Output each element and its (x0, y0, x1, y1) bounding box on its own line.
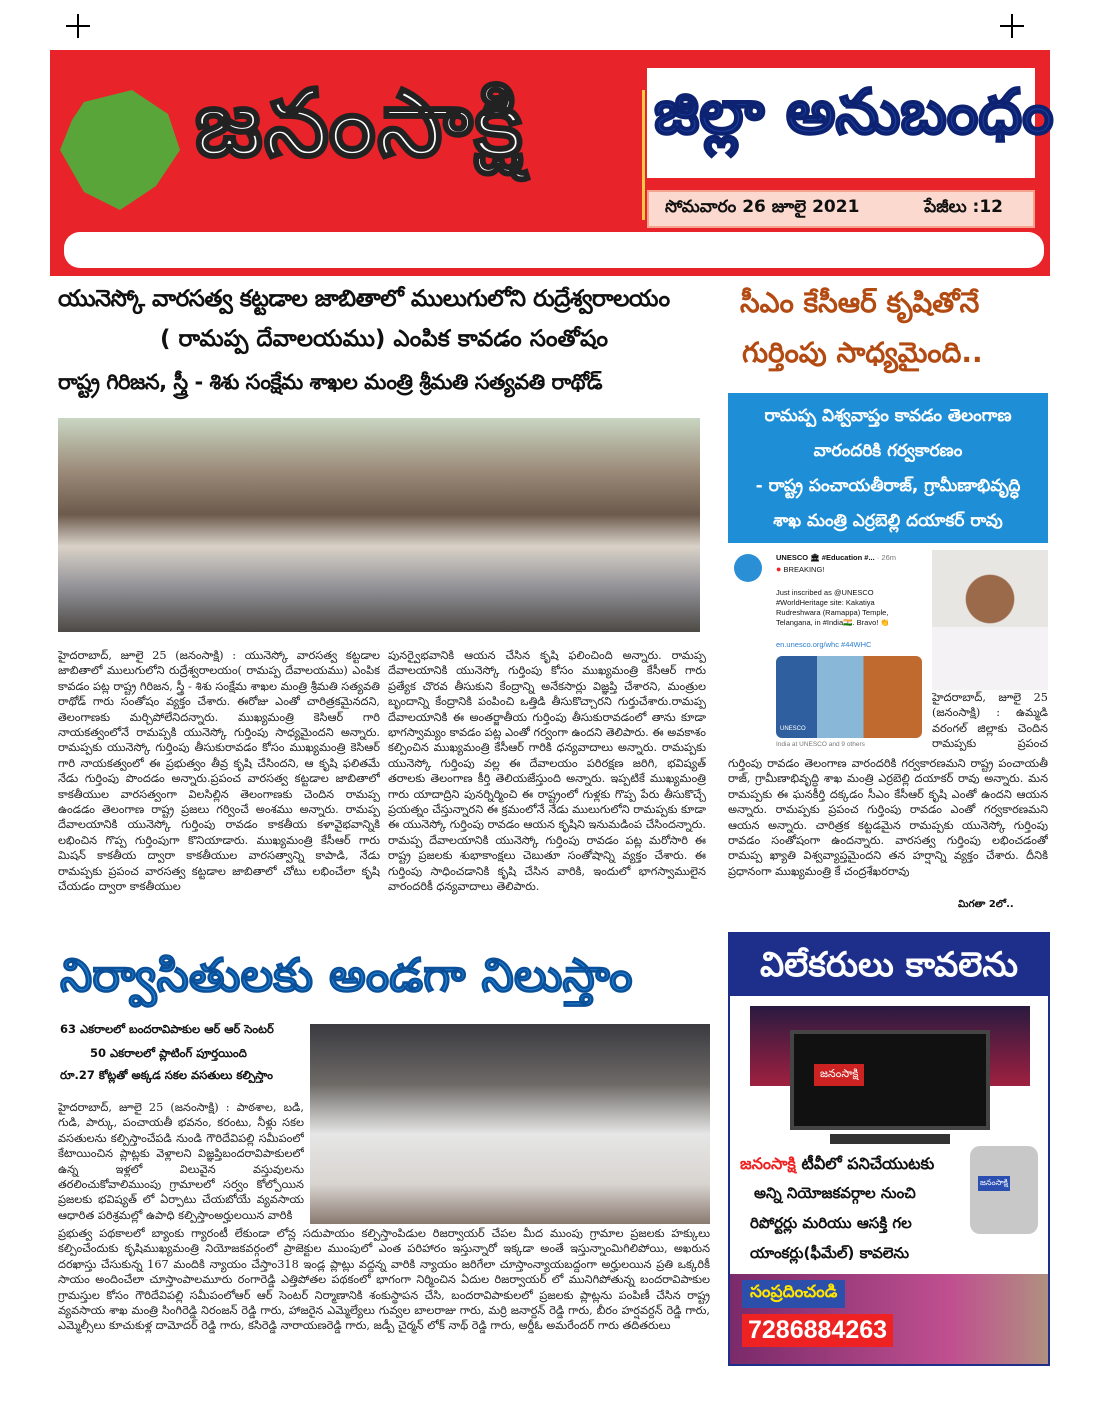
ministers-at-temple-photo (58, 418, 700, 632)
article-column: హైదరాబాద్, జూలై 25 (జనంసాక్షి) : యునెస్కో వారసత్వ కట్టడాల జాబితాలో ములుగులోని రుద్రేశ్వరాలయం( రామప్ప దేవాలయము) ఎంపిక కావడం పట్ల రాష్ట్ర గిరిజన, స్త్రీ - శిశు సంక్షేమ శాఖల మంత్రి శ్రీమతి సత్యవతి రాథోడ్ గారు సంతోషం వ్యక్తం చేశారు. ఈరోజు ఎంతో చారిత్రకమైనదని, తెలంగాణకు మర్చిపోలేనిదన్నారు. ముఖ్యమంత్రి కెసిఆర్ గారి నాయకత్వంలోనే రామప్పకి యునెస్కో గుర్తింపు సాధ్యమైందని అన్నారు. రామప్పకు యునెస్కో గుర్తింపు తీసుకురావడం కోసం ముఖ్యమంత్రి కెసిఆర్ గారి నాయకత్వంలో ఈ ప్రభుత్వం తీవ్ర కృషి చేసిందని, ఆ కృషి ఫలితమే నేడు గుర్తింపు పొందడం అన్నారు.ప్రపంచ వారసత్వ కట్టడాల జాబితాలో కాకతీయుల వారసత్వంగా విలసిల్లిన తెలంగాణకు చెందిన రామప్ప ఉండడం తెలంగాణ రాష్ట్ర ప్రజలు గర్వించే అంశము అన్నారు. రామప్ప దేవాలయానికి యునెస్కో గుర్తింపు రావడం కాకతీయ కళావైభవాన్నికి లభించిన గొప్ప గుర్తింపుగా కొనియాడారు. ముఖ్యమంత్రి కేసీఆర్ గారు మిషన్ కాకతీయ ద్వారా కాకతీయుల వారసత్వాన్ని కాపాడి, నేడు రామప్పకు ప్రపంచ వారసత్వ కట్టడాల జాబితాలో చోటు లభించేలా కృషి చేయడం ద్వారా కాకతీయుల (58, 649, 380, 894)
headline: యునెస్కో వారసత్వ కట్టడాల జాబితాలో ములుగులోని రుద్రేశ్వరాలయం (58, 286, 670, 312)
article-body: గుర్తింపు రావడం తెలంగాణ వారందరికి గర్వకారణమని రాష్ట్ర పంచాయతీ రాజ్, గ్రామీణాభివృద్ధి శాఖ మంత్రి ఎర్రబెల్లి దయాకర్ రావు అన్నారు. మన రామప్పకు ఈ ఘనకీర్తి దక్కడం సీఎం కేసీఆర్ కృషి ఎంతో ఉందని ఆయన అన్నారు. రామప్పకు ప్రపంచ గుర్తింపు రావడం ఎంతో గర్వకారణమని ఆయన అన్నారు. చారిత్రక కట్టడమైన రామప్పకు యునెస్కో గుర్తింపు రావడం సంతోషంగా ఉందన్నారు. వారసత్వ గుర్తింపు లభించడంతో రామప్ప ఖ్యాతి విశ్వవ్యాప్తమైందని తన హర్షాన్ని వ్యక్తం చేశారు. దీనికి ప్రధానంగా ముఖ్యమంత్రి కే చంద్రశేఖరరావు (728, 757, 1048, 878)
ad-brand: జనంసాక్షి (740, 1154, 796, 1173)
article-intro: హైదరాబాద్, జూలై 25 (జనంసాక్షి) : ఉమ్మడి వరంగల్ జిల్లాకు చెందిన రామప్పకు ప్రపంచ (932, 691, 1048, 751)
subheadline: రూ.27 కోట్లతో అక్కడ సకల వసతులు కల్పిస్తాం (60, 1068, 273, 1082)
tv-logo: జనంసాక్షి (814, 1064, 864, 1086)
microphone-icon (970, 1146, 1038, 1234)
quote-line: వారందరికి గర్వకారణం (813, 441, 963, 461)
tweet-link[interactable]: en.unesco.org/whc #44WHC (776, 640, 872, 649)
tv-icon (790, 1030, 990, 1130)
masthead (50, 50, 1054, 276)
contact-label: సంప్రదించండి (742, 1280, 845, 1308)
minister-portrait (932, 550, 1048, 690)
quote-line: రామప్ప విశ్వవాప్తం కావడం తెలంగాణ (764, 406, 1012, 426)
issue-date: సోమవారం 26 జూలై 2021 (665, 197, 860, 217)
crop-mark (1000, 14, 1024, 38)
subheadline: 50 ఎకరాలలో ప్లాటింగ్ పూర్తయింది (90, 1046, 247, 1060)
card-brand: UNESCO (780, 726, 806, 732)
unesco-avatar-icon (734, 554, 762, 582)
tweet-time: · 26m (876, 553, 896, 562)
ad-headline: విలేకరులు కావలెను (730, 934, 1048, 996)
headline: ( రామప్ప దేవాలయము) ఎంపిక కావడం సంతోషం (160, 326, 609, 352)
article-intro: హైదరాబాద్, జూలై 25 (జనంసాక్షి) : పాఠశాల, బడి, గుడి, పార్కు, పంచాయతీ భవనం, కరంటు, నీళ్లు సకల వసతులను కల్పిస్తాంచేపడి నుండి గౌరిదేవిపల్లి సమీపంలో కేటాయించిన ప్లాట్లకు వెళ్లాలని విజ్ఞప్తిబందరావిపాకులలో ఉన్న ఇళ్లలో విలువైన వస్తువులను తరలించుకోవాలిముంపు గ్రామాలలో సర్వం కోల్పోయిన ప్రజలకు భవిష్యత్ లో ఏర్పాటు చేయబోయే వ్యవసాయ ఆధారిత పరిశ్రమల్లో ఉపాధి కల్పిస్తాంఅర్హులయిన వారికి (58, 1101, 304, 1222)
unesco-tweet (730, 548, 926, 750)
masthead-band (64, 232, 1044, 268)
article-column: పునర్వైభవానికి ఆయన చేసిన కృషి ఫలించింది అన్నారు. రామప్ప దేవాలయానికి యునెస్కో గుర్తింపు కోసం ముఖ్యమంత్రి కేసీఆర్ గారు ప్రత్యేక చొరవ తీసుకుని కేంద్రాన్ని అనేకసార్లు విజ్ఞప్తి చేశారని, మంత్రుల బృందాన్ని కేంద్రానికి పంపించి ఒత్తిడి తీసుకొచ్చారని గుర్తుచేశారు.రామప్ప దేవాలయానికి ఈ అంతర్జాతీయ గుర్తింపు తీసుకురావడంలో తాను కూడా భాగస్వామ్యం కావడం పట్ల ఎంతో గర్వంగా ఉందని తెలిపారు. ఈ అవకాశం కల్పించిన ముఖ్యమంత్రి కేసీఆర్ గారికి ధన్యవాదాలు అన్నారు. రామప్పకు యునెస్కో గుర్తింపు వల్ల ఈ దేవాలయం పరిరక్షణ జరిగి, భవిష్యత్ తరాలకు తెలంగాణ కీర్తి తెలియజేస్తుంది అన్నారు. ఇప్పటికే ముఖ్యమంత్రి గారు యాదాద్రిని పునర్నిర్మించి ఈ రాష్ట్రంలో గుళ్లకు గొప్ప పేరు తీసుకొచ్చే ప్రయత్నం చేస్తున్నారని ఈ క్రమంలోనే నేడు ములుగులోని రామప్పకు కూడా ఈ యునెస్కో గుర్తింపు రావడం ఆయన కృషిని ఇనుమడింప చేసిందన్నారు. రామప్ప దేవాలయానికి యునెస్కో గుర్తింపు రావడం పట్ల మరోసారి ఈ రాష్ట్ర ప్రజలకు శుభాకాంక్షలు చెబుతూ సంతోషాన్ని వ్యక్తం చేశారు. ఈ గుర్తింపు సాధించడానికి కృషి చేసిన వారికి, ఇందులో భాగస్వాములైన వారందరికీ ధన్యవాదాలు తెలిపారు. (388, 649, 706, 894)
tweet-text: Just inscribed as @UNESCO #WorldHeritage site: Kakatiya Rudreshwara (Ramappa) Temple, Telangana, in #India🇮🇳. Bravo! 👏 (776, 588, 890, 627)
contact-phone: 7286884263 (742, 1314, 893, 1347)
page-count: పేజీలు :12 (924, 197, 1003, 217)
quote-box (728, 393, 1048, 543)
crop-mark (66, 14, 90, 38)
headline: సీఎం కేసీఆర్ కృషితోనే (740, 286, 980, 319)
headline: నిర్వాసితులకు అండగా నిలుస్తాం (60, 948, 633, 1002)
telangana-map-icon (60, 90, 180, 210)
red-circle-icon: ● (776, 564, 782, 574)
ad-line: అన్ని నియోజకవర్గాల నుంచి (754, 1184, 916, 1202)
recruitment-ad (728, 932, 1050, 1366)
continued-label: మిగతా 2లో.. (958, 899, 1014, 910)
divider (642, 90, 645, 220)
tweet-breaking: BREAKING! (783, 565, 825, 574)
mic-label: జనంసాక్షి (978, 1176, 1010, 1191)
newspaper-logo: జనంసాక్షి (195, 70, 525, 177)
supplement-title: జిల్లా అనుబంధం (654, 75, 1054, 148)
ad-line: యాంకర్లు(ఫీమేల్) కావలెను (750, 1244, 910, 1262)
tv-stand (830, 1134, 950, 1144)
quote-line: శాఖ మంత్రి ఎర్రబెల్లి దయాకర్ రావు (773, 511, 1003, 531)
date-bar (647, 190, 1035, 228)
headline: గుర్తింపు సాధ్యమైంది.. (742, 336, 983, 369)
ad-line: రిపోర్టర్లు మరియు ఆసక్తి గల (750, 1214, 912, 1232)
quote-line: - రాష్ట్ర పంచాయతీరాజ్, గ్రామీణాభివృద్ధి (755, 476, 1021, 496)
foundation-ceremony-photo (310, 1024, 710, 1224)
tweet-footer: India at UNESCO and 9 others (776, 741, 865, 748)
article-body: ప్రభుత్వ పథకాలలో బ్యాంకు గ్యారంటీ లేకుండా లోన్ల సదుపాయం కల్పిస్తాంపిడుల రిజర్వాయర్ చేపల మీద ముంపు గ్రామాల ప్రజలకు హక్కులు కల్పించేందుకు కృషిముఖ్యమంత్రి నియోజకవర్గంలో ప్రాజెక్టుల ముంపులో ఎంత పరిహారం ఇస్తున్నారో ఇక్కడా అంతే ఇస్తున్నాంమిగిలిపోయి, అఖరున దరఖాస్తు చేసుకున్న 167 మందికి న్యాయం చేస్తాం318 ఇండ్ల ప్లాట్లు వద్దన్న వారికి న్యాయం జరిగేలా చూస్తాంన్యాయబద్దంగా అర్హులయిన ప్రతి ఒక్కరికీ సాయం అందించేలా చూస్తాంపాలమూరు రంగారెడ్డి ఎత్తిపోతల పథకంలో భాగంగా నిర్మించిన ఏదుల రిజర్వాయర్ లో మునిగిపోతున్న బందరావిపాకుల గ్రామస్తుల కోసం గౌరిదేవిపల్లి సమీపంలోఆర్ ఆర్ సెంటర్ నిర్మాణానికి శంకుస్థాపన చేసి, బందరావిపాకులలో ప్రజలకు ప్లాట్లను పంపిణీ చేసిన రాష్ట్ర వ్యవసాయ శాఖ మంత్రి సింగిరెడ్డి నిరంజన్ రెడ్డి గారు, హాజరైన ఎమ్మెల్యేలు గువ్వల బాలరాజు గారు, మర్రి జనార్దన్ రెడ్డి గారు, బీరం హర్షవర్దన్ రెడ్డి గారు, ఎమ్మెల్సీలు కూచుకుళ్ల దామోదర్ రెడ్డి గారు, కసిరెడ్డి నారాయణరెడ్డి గారు, జడ్పీ చైర్మన్ లోక్ నాథ్ రెడ్డి గారు, అర్డీఓ అమరేందర్ గారు తదితరులు (58, 1227, 710, 1333)
subheadline: 63 ఎకరాలలో బందరావిపాకుల ఆర్ ఆర్ సెంటర్ (60, 1022, 274, 1036)
ad-line: టీవీలో పనిచేయుటకు (795, 1154, 935, 1173)
temple-card-image (776, 656, 922, 738)
tweet-account: UNESCO 🏛 #Education #... (776, 553, 875, 562)
subheadline: రాష్ట్ర గిరిజన, స్త్రీ - శిశు సంక్షేమ శాఖల మంత్రి శ్రీమతి సత్యవతి రాథోడ్ (58, 370, 603, 394)
